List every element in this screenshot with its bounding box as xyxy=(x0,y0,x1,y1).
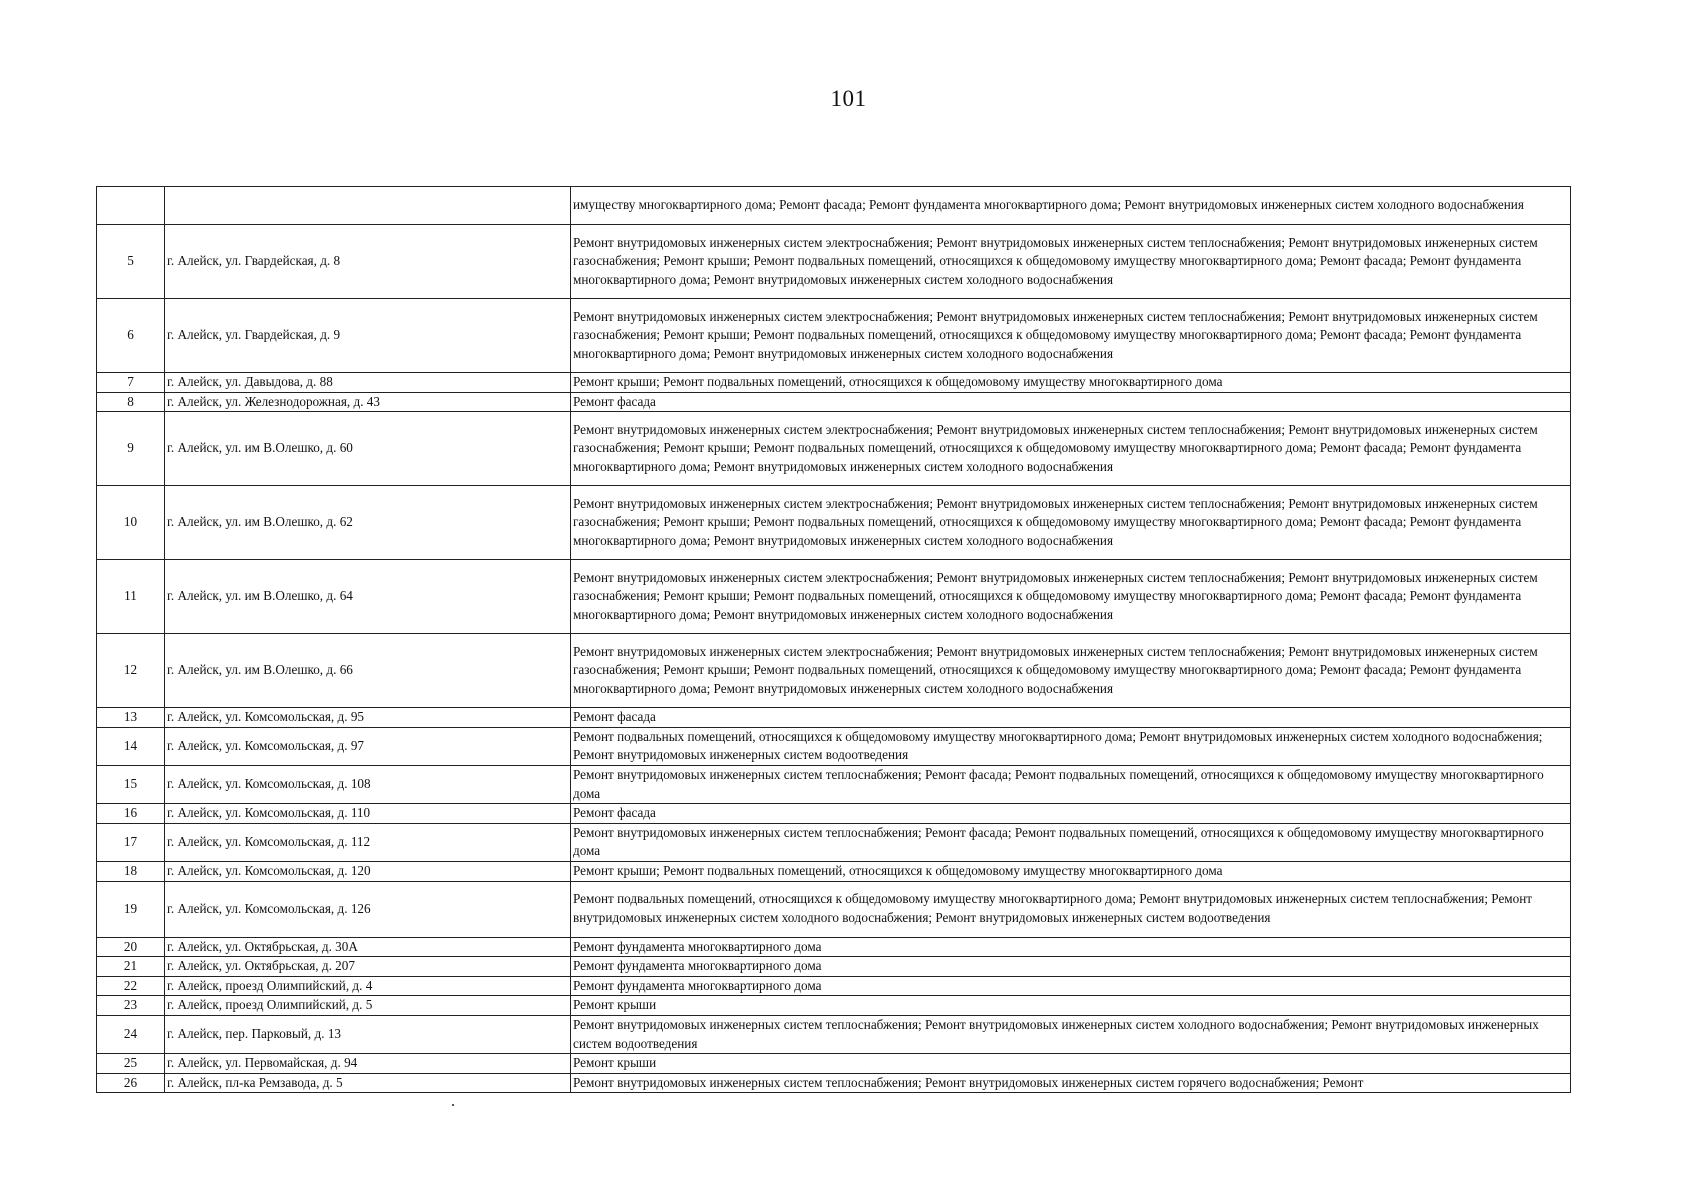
row-number: 18 xyxy=(97,861,165,881)
row-address: г. Алейск, ул. им В.Олешко, д. 60 xyxy=(165,412,571,486)
row-number: 11 xyxy=(97,560,165,634)
row-address xyxy=(165,187,571,225)
row-work-list: Ремонт крыши xyxy=(571,1054,1571,1074)
table-row xyxy=(97,299,1571,373)
row-work-list: Ремонт внутридомовых инженерных систем теплоснабжения; Ремонт внутридомовых инженерных систем горячего водоснабжения; Ремонт xyxy=(571,1073,1571,1093)
row-number: 15 xyxy=(97,765,165,803)
row-address: г. Алейск, ул. Комсомольская, д. 112 xyxy=(165,823,571,861)
row-work-list: Ремонт крыши; Ремонт подвальных помещений, относящихся к общедомовому имуществу многоквартирного дома xyxy=(571,861,1571,881)
row-address: г. Алейск, ул. Первомайская, д. 94 xyxy=(165,1054,571,1074)
row-address: г. Алейск, ул. Гвардейская, д. 9 xyxy=(165,299,571,373)
row-address: г. Алейск, ул. Комсомольская, д. 120 xyxy=(165,861,571,881)
row-work-list: Ремонт внутридомовых инженерных систем электроснабжения; Ремонт внутридомовых инженерных систем теплоснабжения; Ремонт внутридомовых инженерных систем газоснабжения; Ремонт крыши; Ремонт подвальных помещений, относящихся к общедомовому имуществу многоквартирного дома; Ремонт фасада; Ремонт фундамента многоквартирного дома; Ремонт внутридомовых инженерных систем холодного водоснабжения xyxy=(571,560,1571,634)
row-address: г. Алейск, ул. им В.Олешко, д. 62 xyxy=(165,486,571,560)
row-number: 7 xyxy=(97,373,165,393)
row-number: 10 xyxy=(97,486,165,560)
table-row xyxy=(97,823,1571,861)
table-row xyxy=(97,1015,1571,1053)
row-address: г. Алейск, проезд Олимпийский, д. 5 xyxy=(165,996,571,1016)
row-work-list: Ремонт фасада xyxy=(571,708,1571,728)
row-address: г. Алейск, пер. Парковый, д. 13 xyxy=(165,1015,571,1053)
table-row xyxy=(97,373,1571,393)
row-number: 25 xyxy=(97,1054,165,1074)
row-work-list: Ремонт фундамента многоквартирного дома xyxy=(571,976,1571,996)
table-row xyxy=(97,957,1571,977)
scan-speck xyxy=(452,1104,454,1106)
row-work-list: Ремонт фасада xyxy=(571,392,1571,412)
row-work-list: Ремонт внутридомовых инженерных систем теплоснабжения; Ремонт фасада; Ремонт подвальных помещений, относящихся к общедомовому имуществу многоквартирного дома xyxy=(571,823,1571,861)
row-number: 26 xyxy=(97,1073,165,1093)
row-address: г. Алейск, пл-ка Ремзавода, д. 5 xyxy=(165,1073,571,1093)
table-row xyxy=(97,486,1571,560)
row-work-list: Ремонт внутридомовых инженерных систем электроснабжения; Ремонт внутридомовых инженерных систем теплоснабжения; Ремонт внутридомовых инженерных систем газоснабжения; Ремонт крыши; Ремонт подвальных помещений, относящихся к общедомовому имуществу многоквартирного дома; Ремонт фасада; Ремонт фундамента многоквартирного дома; Ремонт внутридомовых инженерных систем холодного водоснабжения xyxy=(571,486,1571,560)
row-work-list: Ремонт крыши; Ремонт подвальных помещений, относящихся к общедомовому имуществу многоквартирного дома xyxy=(571,373,1571,393)
table-row xyxy=(97,765,1571,803)
row-number: 17 xyxy=(97,823,165,861)
row-address: г. Алейск, ул. Октябрьская, д. 30А xyxy=(165,937,571,957)
table-row xyxy=(97,861,1571,881)
row-number: 19 xyxy=(97,881,165,937)
row-address: г. Алейск, ул. Давыдова, д. 88 xyxy=(165,373,571,393)
row-number: 21 xyxy=(97,957,165,977)
row-address: г. Алейск, ул. им В.Олешко, д. 66 xyxy=(165,634,571,708)
row-number: 20 xyxy=(97,937,165,957)
row-work-list: Ремонт фасада xyxy=(571,804,1571,824)
table-row xyxy=(97,727,1571,765)
table-row xyxy=(97,708,1571,728)
row-number: 16 xyxy=(97,804,165,824)
row-work-list: Ремонт фундамента многоквартирного дома xyxy=(571,957,1571,977)
row-address: г. Алейск, ул. Железнодорожная, д. 43 xyxy=(165,392,571,412)
row-number: 22 xyxy=(97,976,165,996)
repair-works-table xyxy=(96,186,1571,1093)
row-number: 6 xyxy=(97,299,165,373)
table-row xyxy=(97,1054,1571,1074)
row-number: 9 xyxy=(97,412,165,486)
table-row xyxy=(97,804,1571,824)
row-address: г. Алейск, ул. Гвардейская, д. 8 xyxy=(165,225,571,299)
row-number xyxy=(97,187,165,225)
table-row xyxy=(97,187,1571,225)
row-address: г. Алейск, ул. им В.Олешко, д. 64 xyxy=(165,560,571,634)
row-number: 24 xyxy=(97,1015,165,1053)
row-work-list: Ремонт подвальных помещений, относящихся к общедомовому имуществу многоквартирного дома; Ремонт внутридомовых инженерных систем теплоснабжения; Ремонт внутридомовых инженерных систем холодного водоснабжения; Ремонт внутридомовых инженерных систем водоотведения xyxy=(571,881,1571,937)
table-row xyxy=(97,976,1571,996)
row-work-list: Ремонт фундамента многоквартирного дома xyxy=(571,937,1571,957)
table-row xyxy=(97,634,1571,708)
row-address: г. Алейск, ул. Комсомольская, д. 110 xyxy=(165,804,571,824)
row-number: 14 xyxy=(97,727,165,765)
row-address: г. Алейск, ул. Комсомольская, д. 95 xyxy=(165,708,571,728)
table-row xyxy=(97,412,1571,486)
row-number: 12 xyxy=(97,634,165,708)
table-row xyxy=(97,225,1571,299)
row-number: 8 xyxy=(97,392,165,412)
row-work-list: Ремонт внутридомовых инженерных систем электроснабжения; Ремонт внутридомовых инженерных систем теплоснабжения; Ремонт внутридомовых инженерных систем газоснабжения; Ремонт крыши; Ремонт подвальных помещений, относящихся к общедомовому имуществу многоквартирного дома; Ремонт фасада; Ремонт фундамента многоквартирного дома; Ремонт внутридомовых инженерных систем холодного водоснабжения xyxy=(571,225,1571,299)
row-number: 13 xyxy=(97,708,165,728)
table-row xyxy=(97,560,1571,634)
table-row xyxy=(97,392,1571,412)
row-work-list: Ремонт крыши xyxy=(571,996,1571,1016)
row-number: 23 xyxy=(97,996,165,1016)
table-body xyxy=(97,187,1571,1093)
row-work-list: Ремонт внутридомовых инженерных систем электроснабжения; Ремонт внутридомовых инженерных систем теплоснабжения; Ремонт внутридомовых инженерных систем газоснабжения; Ремонт крыши; Ремонт подвальных помещений, относящихся к общедомовому имуществу многоквартирного дома; Ремонт фасада; Ремонт фундамента многоквартирного дома; Ремонт внутридомовых инженерных систем холодного водоснабжения xyxy=(571,299,1571,373)
row-work-list: Ремонт внутридомовых инженерных систем электроснабжения; Ремонт внутридомовых инженерных систем теплоснабжения; Ремонт внутридомовых инженерных систем газоснабжения; Ремонт крыши; Ремонт подвальных помещений, относящихся к общедомовому имуществу многоквартирного дома; Ремонт фасада; Ремонт фундамента многоквартирного дома; Ремонт внутридомовых инженерных систем холодного водоснабжения xyxy=(571,634,1571,708)
table-row xyxy=(97,996,1571,1016)
row-work-list: Ремонт внутридомовых инженерных систем электроснабжения; Ремонт внутридомовых инженерных систем теплоснабжения; Ремонт внутридомовых инженерных систем газоснабжения; Ремонт крыши; Ремонт подвальных помещений, относящихся к общедомовому имуществу многоквартирного дома; Ремонт фасада; Ремонт фундамента многоквартирного дома; Ремонт внутридомовых инженерных систем холодного водоснабжения xyxy=(571,412,1571,486)
row-work-list: Ремонт подвальных помещений, относящихся к общедомовому имуществу многоквартирного дома; Ремонт внутридомовых инженерных систем холодного водоснабжения; Ремонт внутридомовых инженерных систем водоотведения xyxy=(571,727,1571,765)
table-row xyxy=(97,1073,1571,1093)
row-address: г. Алейск, ул. Октябрьская, д. 207 xyxy=(165,957,571,977)
row-work-list: Ремонт внутридомовых инженерных систем теплоснабжения; Ремонт фасада; Ремонт подвальных помещений, относящихся к общедомовому имуществу многоквартирного дома xyxy=(571,765,1571,803)
row-address: г. Алейск, проезд Олимпийский, д. 4 xyxy=(165,976,571,996)
row-work-list: имуществу многоквартирного дома; Ремонт фасада; Ремонт фундамента многоквартирного дома; Ремонт внутридомовых инженерных систем холодного водоснабжения xyxy=(571,187,1571,225)
row-work-list: Ремонт внутридомовых инженерных систем теплоснабжения; Ремонт внутридомовых инженерных систем холодного водоснабжения; Ремонт внутридомовых инженерных систем водоотведения xyxy=(571,1015,1571,1053)
table-row xyxy=(97,881,1571,937)
row-address: г. Алейск, ул. Комсомольская, д. 126 xyxy=(165,881,571,937)
row-address: г. Алейск, ул. Комсомольская, д. 108 xyxy=(165,765,571,803)
table-row xyxy=(97,937,1571,957)
row-number: 5 xyxy=(97,225,165,299)
page-number: 101 xyxy=(830,86,867,111)
row-address: г. Алейск, ул. Комсомольская, д. 97 xyxy=(165,727,571,765)
